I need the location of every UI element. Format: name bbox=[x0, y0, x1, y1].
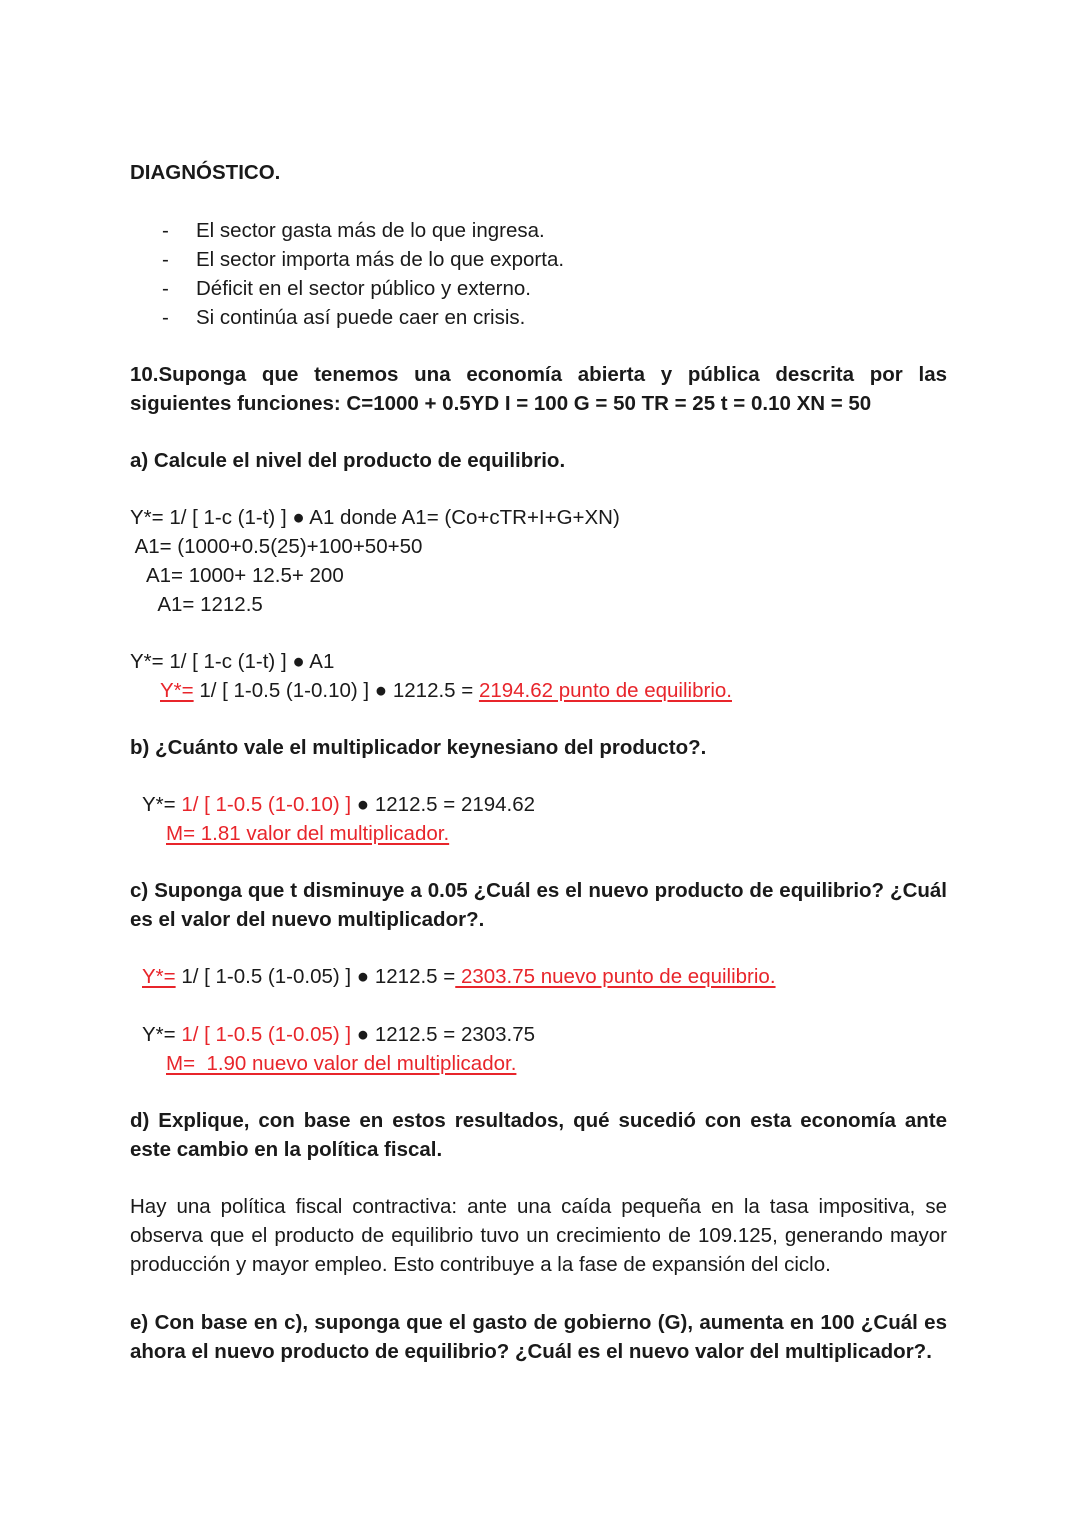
bullet-text: Si continúa así puede caer en crisis. bbox=[196, 306, 526, 329]
formula-rest: ● 1212.5 = 2194.62 bbox=[351, 793, 536, 816]
bullet-dash: - bbox=[162, 306, 169, 329]
result-formula: 1/ [ 1-0.5 (1-0.05) ] ● 1212.5 = bbox=[175, 965, 456, 988]
formula-prefix: Y*= bbox=[142, 793, 182, 816]
question-c: c) Suponga que t disminuye a 0.05 ¿Cuál es el nuevo producto de equilibrio? ¿Cuál es el valor del nuevo multiplicador?. bbox=[130, 879, 947, 931]
list-item bbox=[130, 216, 947, 245]
result-prefix: Y*= bbox=[142, 965, 176, 988]
result-prefix: Y*= bbox=[160, 679, 194, 702]
formula-line: Y*= 1/ [ 1-c (1-t) ] ● A1 donde A1= (Co+cTR+I+G+XN) bbox=[130, 506, 620, 529]
bullet-dash: - bbox=[162, 248, 169, 271]
equilibrium-calculation bbox=[130, 647, 947, 705]
formula-line: A1= (1000+0.5(25)+100+50+50 bbox=[130, 535, 423, 558]
formula-line: A1= 1000+ 12.5+ 200 bbox=[130, 564, 344, 587]
formula-line: A1= 1212.5 bbox=[130, 593, 263, 616]
formula-prefix: Y*= bbox=[142, 1023, 182, 1046]
answer-d: Hay una política fiscal contractiva: ante una caída pequeña en la tasa impositiva, se observa que el producto de equilibrio tuvo un crecimiento de 109.125, generando mayor producción y mayor empleo. Esto contribuye a la fase de expansión del ciclo. bbox=[130, 1195, 947, 1276]
equilibrium-calculation-c bbox=[130, 962, 947, 991]
question-d: d) Explique, con base en estos resultados, qué sucedió con esta economía ante este cambio en la política fiscal. bbox=[130, 1109, 947, 1161]
diagnostico-heading: DIAGNÓSTICO. bbox=[130, 161, 281, 184]
multiplier-expression: 1/ [ 1-0.5 (1-0.05) ] bbox=[181, 1023, 352, 1046]
bullet-dash: - bbox=[162, 219, 169, 242]
multiplier-expression: 1/ [ 1-0.5 (1-0.10) ] bbox=[181, 793, 352, 816]
equilibrium-result-line bbox=[130, 962, 947, 991]
equilibrium-result-line bbox=[130, 676, 947, 705]
formula-rest: ● 1212.5 = 2303.75 bbox=[351, 1023, 536, 1046]
list-item bbox=[130, 303, 947, 332]
multiplier-calculation-c bbox=[130, 1020, 947, 1078]
multiplier-calculation-b bbox=[130, 790, 947, 848]
multiplier-value: M= 1.81 valor del multiplicador. bbox=[166, 822, 450, 845]
question-b: b) ¿Cuánto vale el multiplicador keynesiano del producto?. bbox=[130, 736, 707, 759]
formula-line bbox=[130, 1020, 947, 1049]
bullet-text: El sector gasta más de lo que ingresa. bbox=[196, 219, 545, 242]
bullet-text: El sector importa más de lo que exporta. bbox=[196, 248, 565, 271]
equilibrium-value: 2194.62 punto de equilibrio. bbox=[478, 679, 732, 702]
equilibrium-value: 2303.75 nuevo punto de equilibrio. bbox=[455, 965, 776, 988]
question-10-statement: 10.Suponga que tenemos una economía abierta y pública descrita por las siguientes funciones: C=1000 + 0.5YD I = 100 G = 50 TR = 25 t = 0.10 XN = 50 bbox=[130, 363, 947, 415]
list-item bbox=[130, 274, 947, 303]
list-item bbox=[130, 245, 947, 274]
formula-line: Y*= 1/ [ 1-c (1-t) ] ● A1 bbox=[130, 650, 335, 673]
calculation-a1 bbox=[130, 503, 947, 619]
result-formula: 1/ [ 1-0.5 (1-0.10) ] ● 1212.5 = bbox=[193, 679, 479, 702]
question-e: e) Con base en c), suponga que el gasto de gobierno (G), aumenta en 100 ¿Cuál es ahora el nuevo producto de equilibrio? ¿Cuál es el nuevo valor del multiplicador?. bbox=[130, 1311, 947, 1363]
diagnostico-list bbox=[130, 216, 947, 332]
formula-line bbox=[130, 790, 947, 819]
bullet-dash: - bbox=[162, 277, 169, 300]
question-a: a) Calcule el nivel del producto de equilibrio. bbox=[130, 449, 566, 472]
bullet-text: Déficit en el sector público y externo. bbox=[196, 277, 531, 300]
multiplier-value: M= 1.90 nuevo valor del multiplicador. bbox=[166, 1052, 517, 1075]
